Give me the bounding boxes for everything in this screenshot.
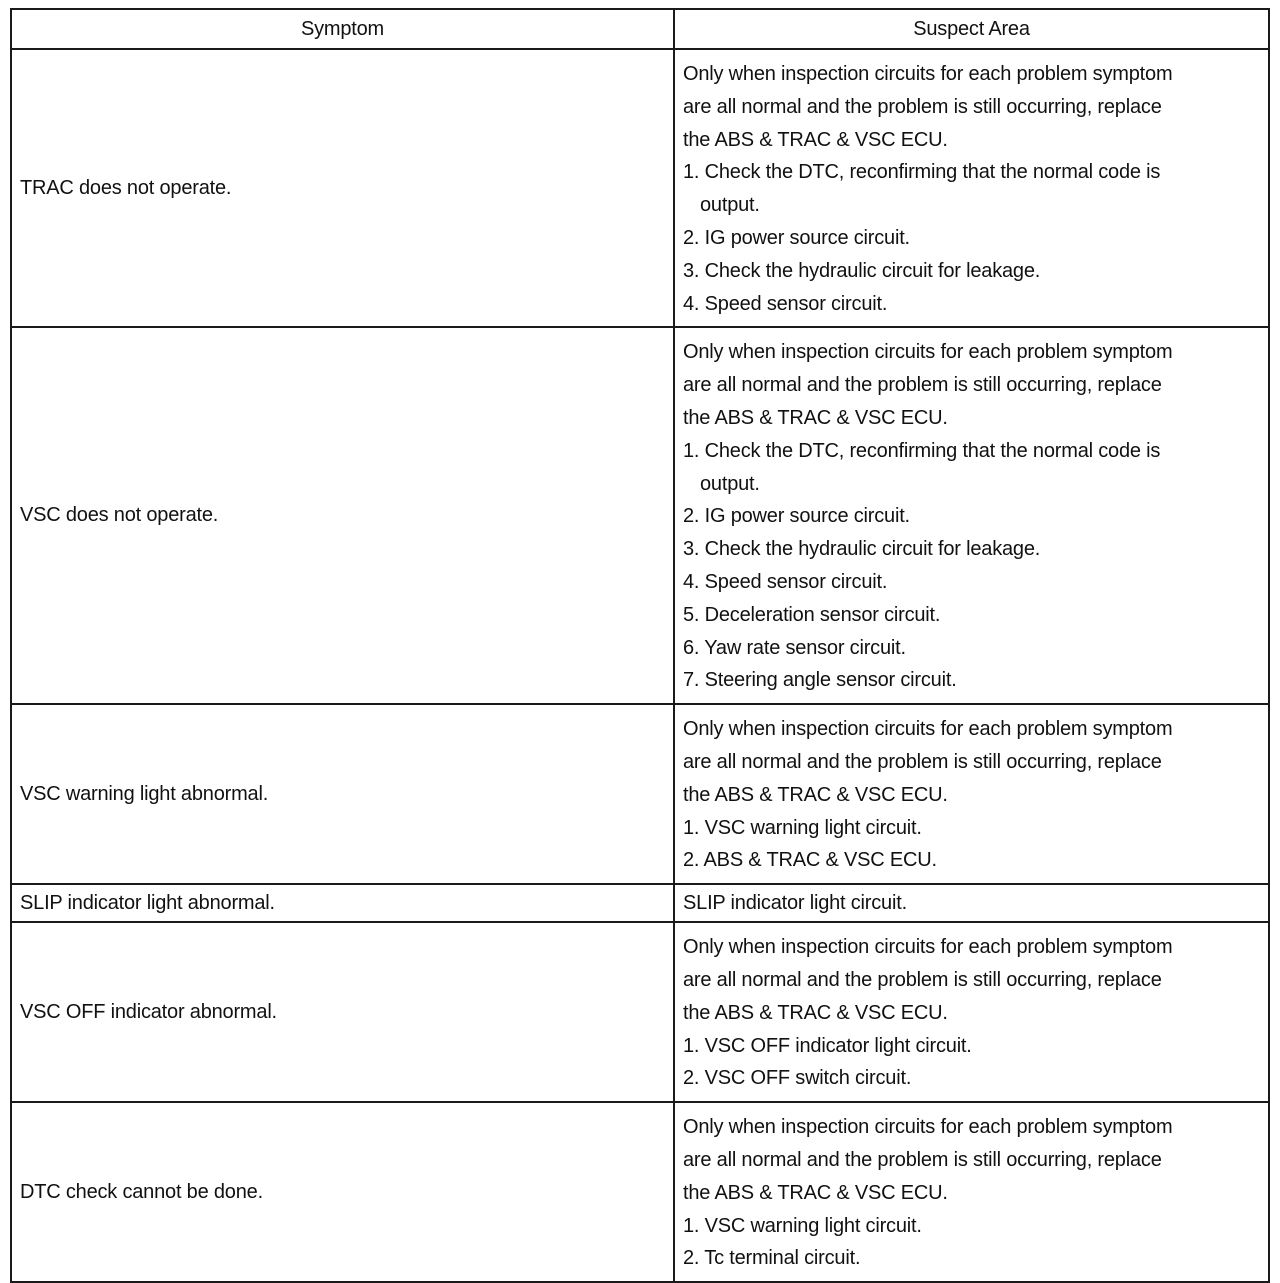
suspect-line: 1. Check the DTC, reconfirming that the normal code is: [683, 161, 1161, 184]
suspect-line: 3. Check the hydraulic circuit for leakage.: [683, 538, 1041, 561]
suspect-line: 4. Speed sensor circuit.: [683, 570, 888, 593]
suspect-line: 1. VSC OFF indicator light circuit.: [683, 1034, 972, 1057]
suspect-line: the ABS & TRAC & VSC ECU.: [683, 128, 948, 151]
symptom-cell: VSC OFF indicator abnormal.: [11, 922, 674, 1102]
suspect-line: are all normal and the problem is still occurring, replace: [683, 95, 1162, 118]
suspect-line: 2. Tc terminal circuit.: [683, 1247, 861, 1270]
suspect-line: output.: [700, 472, 760, 495]
suspect-line: the ABS & TRAC & VSC ECU.: [683, 1001, 948, 1024]
suspect-line: are all normal and the problem is still occurring, replace: [683, 750, 1162, 773]
symptom-cell: DTC check cannot be done.: [11, 1102, 674, 1282]
suspect-line: Only when inspection circuits for each problem symptom: [683, 718, 1173, 741]
suspect-line: 7. Steering angle sensor circuit.: [683, 669, 957, 692]
symptom-table: [10, 8, 1270, 1283]
table-row: [11, 1102, 1269, 1282]
suspect-line: 4. Speed sensor circuit.: [683, 292, 888, 315]
suspect-line: 1. VSC warning light circuit.: [683, 816, 922, 839]
suspect-line: the ABS & TRAC & VSC ECU.: [683, 783, 948, 806]
suspect-area-cell: [674, 1102, 1269, 1282]
header-suspect-area: Suspect Area: [674, 9, 1269, 49]
suspect-line: 1. Check the DTC, reconfirming that the normal code is: [683, 439, 1161, 462]
symptom-cell: VSC warning light abnormal.: [11, 704, 674, 884]
suspect-line: 2. IG power source circuit.: [683, 226, 910, 249]
suspect-line: the ABS & TRAC & VSC ECU.: [683, 406, 948, 429]
suspect-line: 2. ABS & TRAC & VSC ECU.: [683, 849, 937, 872]
suspect-line: Only when inspection circuits for each problem symptom: [683, 341, 1173, 364]
table-row: [11, 922, 1269, 1102]
suspect-line: 1. VSC warning light circuit.: [683, 1214, 922, 1237]
suspect-line: 6. Yaw rate sensor circuit.: [683, 636, 906, 659]
suspect-line: 2. VSC OFF switch circuit.: [683, 1067, 912, 1090]
suspect-line: Only when inspection circuits for each problem symptom: [683, 63, 1173, 85]
suspect-line: 5. Deceleration sensor circuit.: [683, 603, 941, 626]
header-symptom: Symptom: [11, 9, 674, 49]
table-row: [11, 49, 1269, 327]
suspect-line: the ABS & TRAC & VSC ECU.: [683, 1181, 948, 1204]
suspect-area-cell: [674, 704, 1269, 884]
symptom-cell: SLIP indicator light abnormal.: [11, 884, 674, 922]
suspect-line: are all normal and the problem is still occurring, replace: [683, 968, 1162, 991]
suspect-line: Only when inspection circuits for each problem symptom: [683, 936, 1173, 959]
suspect-line: SLIP indicator light circuit.: [683, 891, 907, 914]
table-row: [11, 327, 1269, 704]
table-row: [11, 884, 1269, 922]
suspect-line: Only when inspection circuits for each problem symptom: [683, 1116, 1173, 1139]
suspect-area-cell: [674, 922, 1269, 1102]
suspect-line: 3. Check the hydraulic circuit for leakage.: [683, 259, 1041, 282]
suspect-line: are all normal and the problem is still occurring, replace: [683, 374, 1162, 397]
suspect-line: are all normal and the problem is still occurring, replace: [683, 1148, 1162, 1171]
suspect-area-cell: [674, 884, 1269, 922]
suspect-area-cell: [674, 49, 1269, 327]
suspect-line: output.: [700, 194, 760, 217]
table-row: [11, 704, 1269, 884]
suspect-area-cell: [674, 327, 1269, 704]
suspect-line: 2. IG power source circuit.: [683, 505, 910, 528]
symptom-cell: VSC does not operate.: [11, 327, 674, 704]
header-row: [11, 9, 1269, 49]
symptom-cell: TRAC does not operate.: [11, 49, 674, 327]
